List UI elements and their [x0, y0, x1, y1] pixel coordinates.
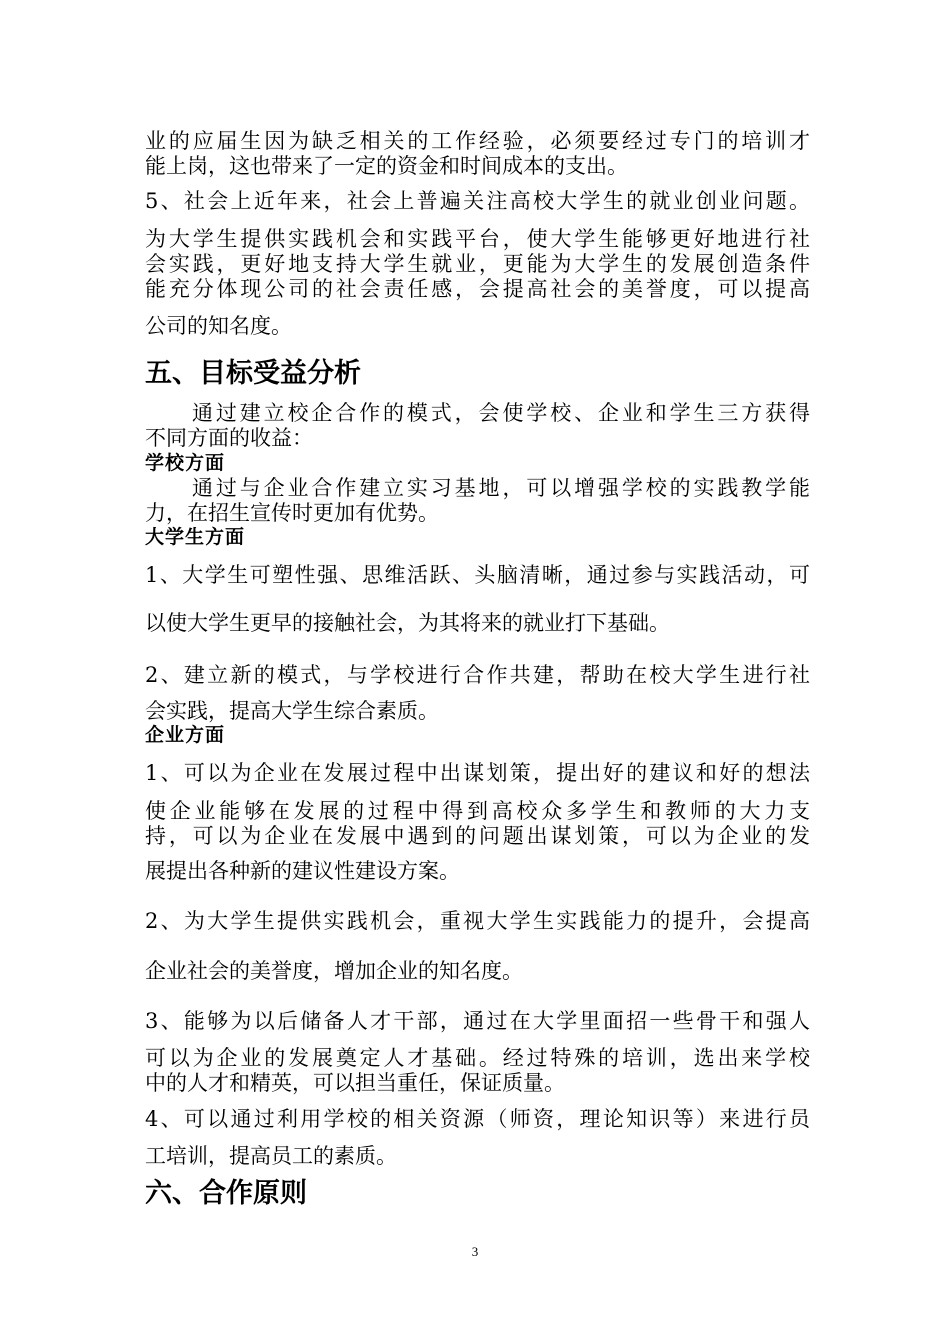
text-line: 公司的知名度。: [145, 314, 292, 338]
text-line: 企业社会的美誉度，增加企业的知名度。: [145, 959, 523, 983]
text-line: 力，在招生宣传时更加有优势。: [145, 501, 439, 525]
text-line: 使企业能够在发展的过程中得到高校众多学生和教师的大力支: [145, 799, 810, 823]
text-line: 会实践，更好地支持大学生就业，更能为大学生的发展创造条件: [145, 252, 810, 276]
text-line: 能上岗，这也带来了一定的资金和时间成本的支出。: [145, 154, 628, 178]
page-number: 3: [471, 1244, 479, 1259]
subsection-heading-school: 学校方面: [145, 452, 226, 474]
subsection-heading-student: 大学生方面: [145, 526, 246, 548]
text-line: 3、能够为以后储备人才干部，通过在大学里面招一些骨干和强人: [145, 1009, 810, 1033]
text-line: 以使大学生更早的接触社会，为其将来的就业打下基础。: [145, 611, 670, 635]
text-line: 中的人才和精英，可以担当重任，保证质量。: [145, 1071, 565, 1095]
text-line: 持，可以为企业在发展中遇到的问题出谋划策，可以为企业的发: [145, 824, 810, 848]
text-line: 通过与企业合作建立实习基地，可以增强学校的实践教学能: [192, 476, 810, 500]
subsection-heading-enterprise: 企业方面: [145, 724, 226, 746]
text-line: 可以为企业的发展奠定人才基础。经过特殊的培训，选出来学校: [145, 1046, 810, 1070]
section-heading-6: 六、合作原则: [145, 1178, 307, 1209]
text-line: 2、建立新的模式，与学校进行合作共建，帮助在校大学生进行社: [145, 663, 810, 687]
text-line: 会实践，提高大学生综合素质。: [145, 699, 439, 723]
text-line: 2、为大学生提供实践机会，重视大学生实践能力的提升，会提高: [145, 909, 810, 933]
text-line: 能充分体现公司的社会责任感，会提高社会的美誉度，可以提高: [145, 277, 810, 301]
text-line: 为大学生提供实践机会和实践平台，使大学生能够更好地进行社: [145, 227, 810, 251]
section-heading-5: 五、目标受益分析: [145, 358, 361, 389]
text-line: 展提出各种新的建议性建设方案。: [145, 859, 460, 883]
text-line: 1、可以为企业在发展过程中出谋划策，提出好的建议和好的想法: [145, 761, 810, 785]
text-line: 4、可以通过利用学校的相关资源（师资，理论知识等）来进行员: [145, 1107, 810, 1131]
text-line: 1、大学生可塑性强、思维活跃、头脑清晰，通过参与实践活动，可: [145, 563, 810, 587]
text-line: 业的应届生因为缺乏相关的工作经验，必须要经过专门的培训才: [145, 129, 810, 153]
text-line: 通过建立校企合作的模式，会使学校、企业和学生三方获得: [192, 401, 810, 425]
text-line: 5、社会上近年来，社会上普遍关注高校大学生的就业创业问题。: [145, 189, 810, 213]
text-line: 不同方面的收益：: [145, 426, 313, 450]
text-line: 工培训，提高员工的素质。: [145, 1144, 397, 1168]
